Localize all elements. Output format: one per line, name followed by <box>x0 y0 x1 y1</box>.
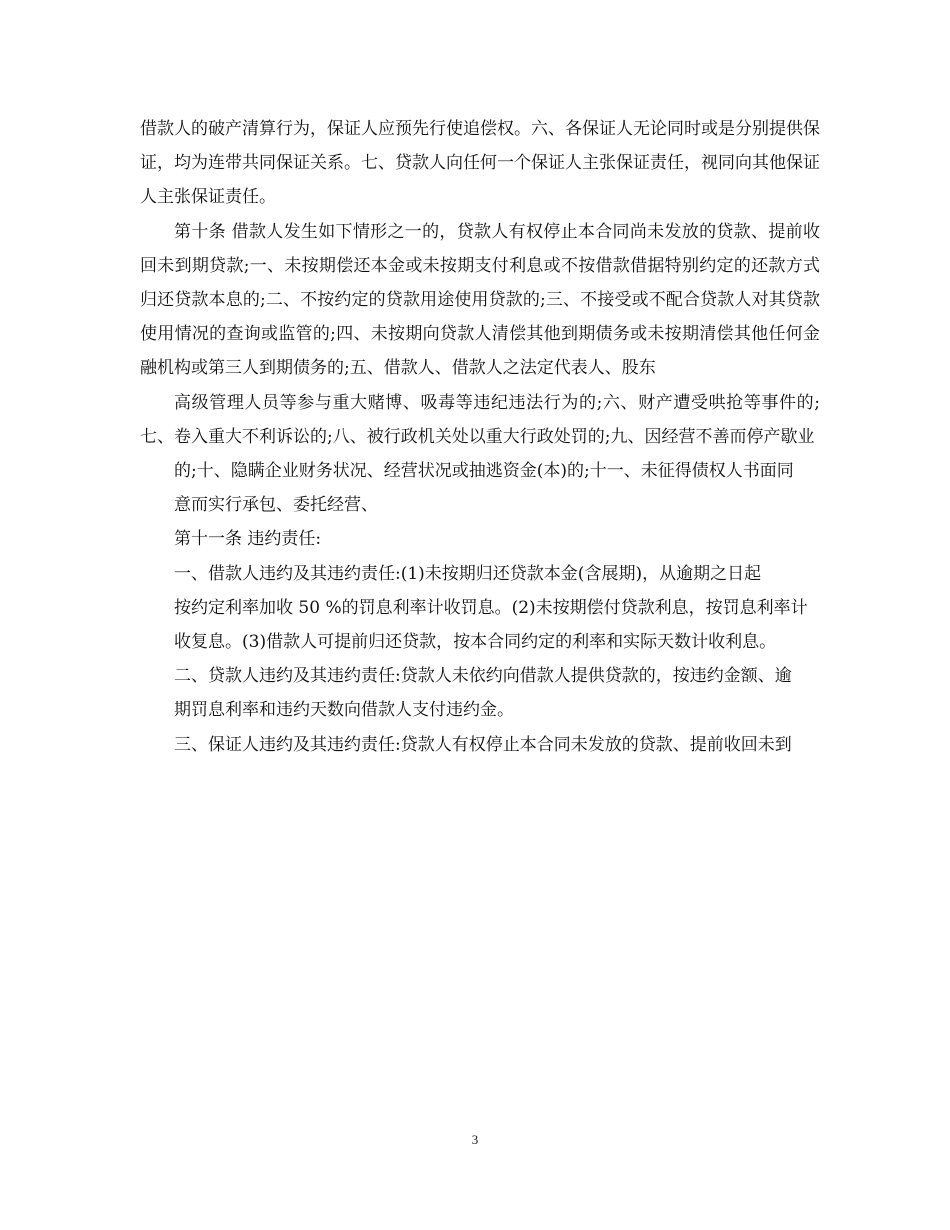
paragraph-5: 意而实行承包、委托经营、 <box>174 495 378 516</box>
paragraph-3: 高级管理人员等参与重大赌博、吸毒等违纪违法行为的;六、财产遭受哄抢等事件的;七、卷入重大不利诉讼的;八、被行政机关处以重大行政处罚的;九、因经营不善而停产歇业 <box>140 392 820 447</box>
page-number: 3 <box>471 1132 479 1147</box>
paragraph-12: 三、保证人违约及其违约责任:贷款人有权停止本合同未发放的贷款、提前收回未到 <box>174 734 792 755</box>
paragraph-4: 的;十、隐瞒企业财务状况、经营状况或抽逃资金(本)的;十一、未征得债权人书面同 <box>174 461 794 482</box>
paragraph-2: 第十条 借款人发生如下情形之一的，贷款人有权停止本合同尚未发放的贷款、提前收回未到期贷款;一、未按期偿还本金或未按期支付利息或不按借款借据特别约定的还款方式归还贷款本息的;二、不按约定的贷款用途使用贷款的;三、不接受或不配合贷款人对其贷款使用情况的查询或监管的;四、未按期向贷款人清偿其他到期债务或未按期清偿其他任何金融机构或第三人到期债务的;五、借款人、借款人之法定代表人、股东 <box>140 221 820 379</box>
paragraph-8: 按约定利率加收 50 %的罚息利率计收罚息。(2)未按期偿付贷款利息，按罚息利率计 <box>174 597 808 618</box>
paragraph-6: 第十一条 违约责任: <box>174 529 322 550</box>
paragraph-11: 期罚息利率和违约天数向借款人支付违约金。 <box>174 700 514 721</box>
paragraph-1: 借款人的破产清算行为，保证人应预先行使追偿权。六、各保证人无论同时或是分别提供保证，均为连带共同保证关系。七、贷款人向任何一个保证人主张保证责任，视同向其他保证人主张保证责任。 <box>140 119 820 208</box>
body-text <box>140 112 820 762</box>
paragraph-7: 一、借款人违约及其违约责任:(1)未按期归还贷款本金(含展期)，从逾期之日起 <box>174 563 762 584</box>
paragraph-9: 收复息。(3)借款人可提前归还贷款，按本合同约定的利率和实际天数计收利息。 <box>174 632 777 653</box>
paragraph-10: 二、贷款人违约及其违约责任:贷款人未依约向借款人提供贷款的，按违约金额、逾 <box>174 666 792 687</box>
